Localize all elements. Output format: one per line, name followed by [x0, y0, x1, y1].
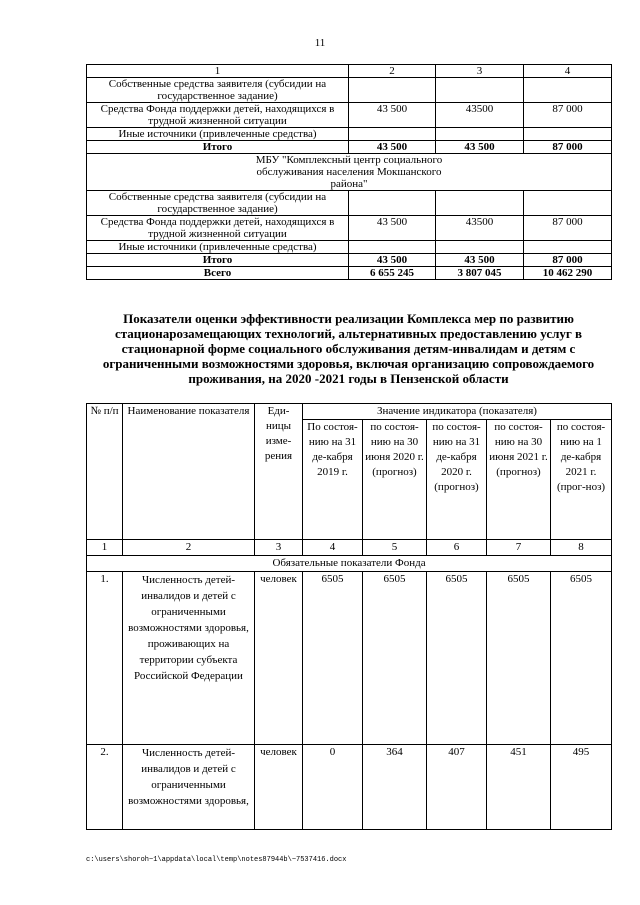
cell: 6505: [303, 572, 363, 745]
header-name: Наименование показателя: [123, 404, 255, 540]
cell: 87 000: [524, 254, 612, 267]
cell: 495: [551, 745, 612, 830]
table-row: [87, 103, 612, 128]
col-number: 2: [123, 540, 255, 556]
table-row-total: [87, 254, 612, 267]
col-number: 6: [427, 540, 487, 556]
col-number: 8: [551, 540, 612, 556]
header-period: по состоя-нию на 30 июня 2021 г. (прогноз): [487, 420, 551, 540]
cell: [436, 241, 524, 254]
row-label: Итого: [87, 254, 349, 267]
col-header: 3: [436, 65, 524, 78]
cell: 10 462 290: [524, 267, 612, 280]
header-period: По состоя-нию на 31 де-кабря 2019 г.: [303, 420, 363, 540]
cell: [524, 241, 612, 254]
table-row: [87, 572, 612, 745]
section-label: Обязательные показатели Фонда: [87, 556, 612, 572]
table-row-total: [87, 141, 612, 154]
cell: 407: [427, 745, 487, 830]
header-num: № п/п: [87, 404, 123, 540]
table-row-grand-total: [87, 267, 612, 280]
header-period: по состоя-нию на 31 де-кабря 2020 г. (прогноз): [427, 420, 487, 540]
table-row: [87, 128, 612, 141]
row-label: Иные источники (привлеченные средства): [87, 128, 349, 141]
cell: 43 500: [349, 216, 436, 241]
row-unit: человек: [255, 572, 303, 745]
page-number: 11: [314, 37, 326, 49]
cell: 87 000: [524, 103, 612, 128]
table-row: [87, 241, 612, 254]
row-name: Численность детей-инвалидов и детей с ограниченными возможностями здоровья, проживающих на территории субъекта Российской Федерации: [123, 572, 255, 745]
cell: 43 500: [436, 141, 524, 154]
cell: [349, 78, 436, 103]
table-row: [87, 216, 612, 241]
row-name: Численность детей-инвалидов и детей с ограниченными возможностями здоровья,: [123, 745, 255, 830]
org-name: МБУ "Комплексный центр социального обслуживания населения Мокшанского района": [87, 154, 612, 191]
table-row: [87, 745, 612, 830]
header-unit: Еди-ницы изме-рения: [255, 404, 303, 540]
table-row: [87, 191, 612, 216]
cell: [436, 128, 524, 141]
header-period: по состоя-нию на 1 де-кабря 2021 г. (прог-ноз): [551, 420, 612, 540]
cell: [349, 191, 436, 216]
table-row: [87, 78, 612, 103]
col-header: 2: [349, 65, 436, 78]
row-label: Итого: [87, 141, 349, 154]
row-label: Всего: [87, 267, 349, 280]
cell: 6505: [427, 572, 487, 745]
row-label: Средства Фонда поддержки детей, находящихся в трудной жизненной ситуации: [87, 103, 349, 128]
cell: 6505: [487, 572, 551, 745]
cell: 6505: [363, 572, 427, 745]
row-label: Собственные средства заявителя (субсидии на государственное задание): [87, 191, 349, 216]
cell: [436, 191, 524, 216]
cell: 43 500: [349, 141, 436, 154]
cell: 0: [303, 745, 363, 830]
header-row: [87, 404, 612, 420]
org-row: [87, 154, 612, 191]
cell: 6 655 245: [349, 267, 436, 280]
cell: [524, 128, 612, 141]
col-number: 1: [87, 540, 123, 556]
cell: 43 500: [436, 254, 524, 267]
row-unit: человек: [255, 745, 303, 830]
cell: 6505: [551, 572, 612, 745]
col-header: 4: [524, 65, 612, 78]
cell: [524, 191, 612, 216]
table-header-row: [87, 65, 612, 78]
cell: 364: [363, 745, 427, 830]
file-path-footer: c:\users\shoroh~1\appdata\local\temp\notes87944b\~7537416.docx: [86, 856, 347, 864]
section-row: [87, 556, 612, 572]
cell: 43500: [436, 103, 524, 128]
cell: [349, 128, 436, 141]
header-period: по состоя-нию на 30 июня 2020 г. (прогноз): [363, 420, 427, 540]
col-number: 5: [363, 540, 427, 556]
budget-table: [86, 64, 612, 280]
row-label: Иные источники (привлеченные средства): [87, 241, 349, 254]
row-num: 1.: [87, 572, 123, 745]
cell: 43500: [436, 216, 524, 241]
col-number-row: [87, 540, 612, 556]
cell: [436, 78, 524, 103]
section-heading: Показатели оценки эффективности реализации Комплекса мер по развитию стационарозамещающих технологий, альтернативных предоставлению услуг в стационарной форме социального обслуживания детям-инвалидам и детям с ограниченными возможностями здоровья, включая организацию сопровождаемого проживания, на 2020 -2021 годы в Пензенской области: [102, 311, 595, 386]
row-label: Собственные средства заявителя (субсидии на государственное задание): [87, 78, 349, 103]
col-number: 7: [487, 540, 551, 556]
col-number: 4: [303, 540, 363, 556]
cell: [524, 78, 612, 103]
col-header: 1: [87, 65, 349, 78]
cell: 3 807 045: [436, 267, 524, 280]
row-num: 2.: [87, 745, 123, 830]
cell: 43 500: [349, 254, 436, 267]
header-value: Значение индикатора (показателя): [303, 404, 612, 420]
col-number: 3: [255, 540, 303, 556]
indicators-table: [86, 403, 612, 830]
cell: 87 000: [524, 216, 612, 241]
cell: 451: [487, 745, 551, 830]
cell: 87 000: [524, 141, 612, 154]
row-label: Средства Фонда поддержки детей, находящихся в трудной жизненной ситуации: [87, 216, 349, 241]
cell: [349, 241, 436, 254]
cell: 43 500: [349, 103, 436, 128]
